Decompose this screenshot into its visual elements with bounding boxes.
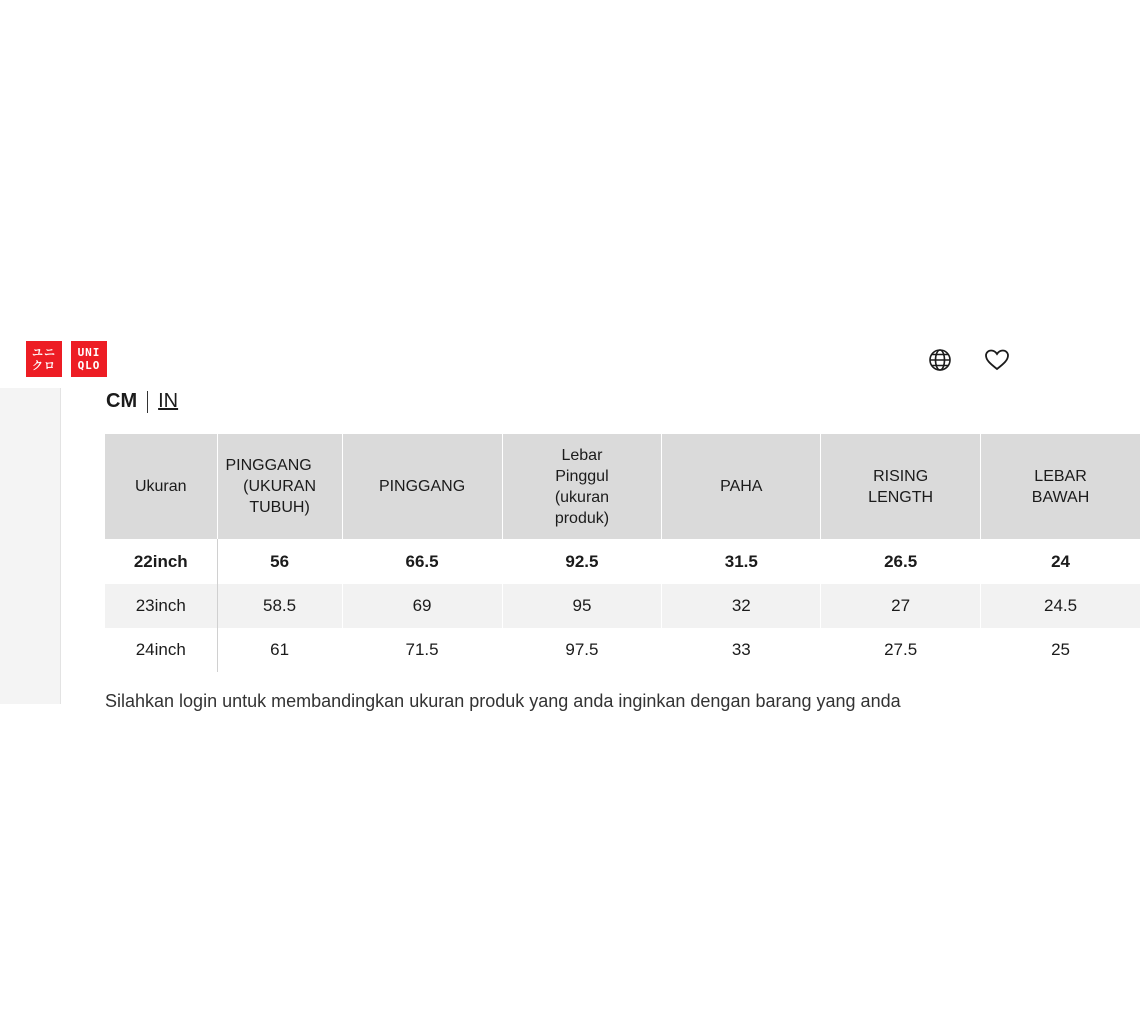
size-table	[105, 434, 1141, 672]
table-cell: 71.5	[342, 628, 502, 672]
size-label-cell: 24inch	[105, 628, 217, 672]
table-row[interactable]	[105, 584, 1141, 628]
unit-toggle	[106, 390, 178, 413]
table-row[interactable]	[105, 539, 1141, 584]
size-table-container[interactable]	[105, 434, 1090, 672]
table-cell: 26.5	[821, 539, 981, 584]
table-cell: 95	[502, 584, 662, 628]
unit-cm-option[interactable]: CM	[106, 390, 138, 412]
size-guide-screen	[0, 330, 1090, 711]
unit-separator	[147, 391, 148, 413]
table-cell: 69	[342, 584, 502, 628]
logo-latin-line-2: QLO	[77, 359, 101, 372]
size-label-cell: 22inch	[105, 539, 217, 584]
table-cell: 56	[217, 539, 342, 584]
header-ukuran: Ukuran	[105, 434, 217, 539]
logo-katakana-line-2: クロ	[32, 359, 56, 372]
table-cell: 27	[821, 584, 981, 628]
logo-katakana-line-1: ユニ	[32, 346, 56, 359]
table-header-row	[105, 434, 1141, 539]
logo-latin-line-1: UNI	[77, 346, 101, 359]
table-cell: 31.5	[662, 539, 821, 584]
heart-icon[interactable]	[984, 348, 1010, 372]
table-cell: 27.5	[821, 628, 981, 672]
table-cell: 92.5	[502, 539, 662, 584]
table-cell: 97.5	[502, 628, 662, 672]
login-compare-note: Silahkan login untuk membandingkan ukuran produk yang anda inginkan dengan barang yang anda	[105, 691, 901, 711]
size-label-cell: 23inch	[105, 584, 217, 628]
table-cell: 58.5	[217, 584, 342, 628]
table-cell: 32	[662, 584, 821, 628]
table-cell: 24.5	[981, 584, 1141, 628]
table-cell: 24	[981, 539, 1141, 584]
header-actions	[928, 348, 1010, 372]
header-pinggang: PINGGANG	[342, 434, 502, 539]
logo-latin-box	[71, 341, 107, 377]
uniqlo-logo[interactable]	[26, 341, 107, 377]
header-pinggang-ukuran-tubuh: PINGGANG (UKURAN TUBUH)	[217, 434, 342, 539]
table-cell: 61	[217, 628, 342, 672]
table-cell: 33	[662, 628, 821, 672]
logo-katakana-box	[26, 341, 62, 377]
left-side-panel	[0, 388, 61, 704]
table-cell: 25	[981, 628, 1141, 672]
header-lebar-bawah: LEBAR BAWAH	[981, 434, 1141, 539]
unit-in-option[interactable]: IN	[158, 390, 179, 412]
table-row[interactable]	[105, 628, 1141, 672]
globe-icon[interactable]	[928, 348, 952, 372]
table-cell: 66.5	[342, 539, 502, 584]
header-rising-length: RISING LENGTH	[821, 434, 981, 539]
header-paha: PAHA	[662, 434, 821, 539]
header-lebar-pinggul: Lebar Pinggul (ukuran produk)	[502, 434, 662, 539]
